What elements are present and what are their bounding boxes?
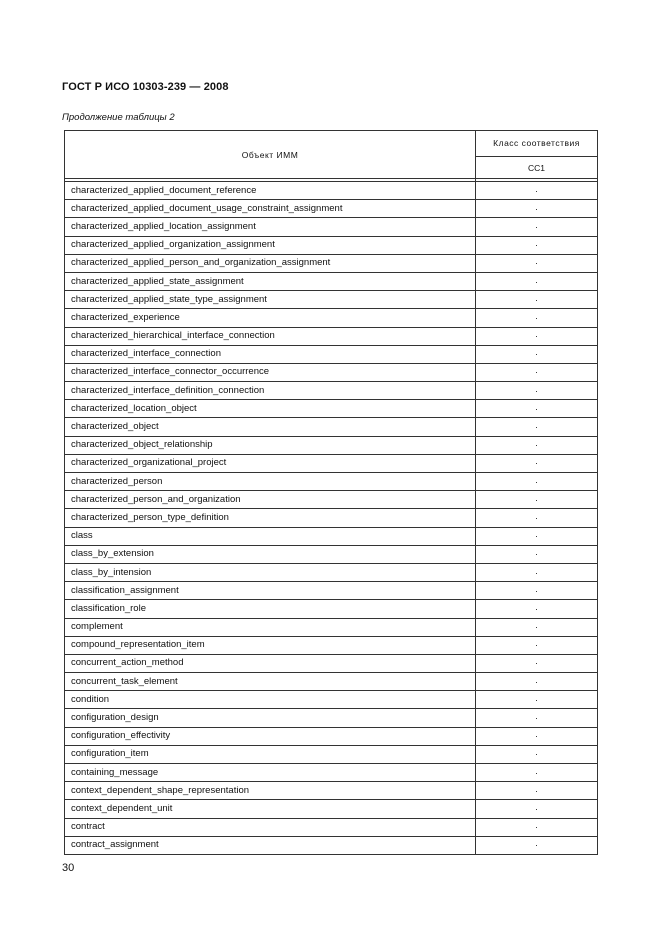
object-name-cell: classification_assignment	[65, 582, 476, 600]
object-name-cell: characterized_applied_document_reference	[65, 182, 476, 200]
cc1-mark-cell: ·	[476, 509, 598, 527]
table-row	[65, 345, 598, 363]
cc1-mark-cell: ·	[476, 709, 598, 727]
object-name-cell: characterized_hierarchical_interface_connection	[65, 327, 476, 345]
object-name-cell: characterized_organizational_project	[65, 454, 476, 472]
object-name-cell: contract_assignment	[65, 836, 476, 854]
table-row	[65, 818, 598, 836]
object-name-cell: characterized_interface_connection	[65, 345, 476, 363]
cc1-mark-cell: ·	[476, 182, 598, 200]
object-name-cell: concurrent_action_method	[65, 654, 476, 672]
cc1-mark-cell: ·	[476, 745, 598, 763]
object-name-cell: characterized_applied_state_assignment	[65, 272, 476, 290]
table-row	[65, 509, 598, 527]
cc1-mark-cell: ·	[476, 600, 598, 618]
table-caption: Продолжение таблицы 2	[62, 112, 175, 123]
object-name-cell: characterized_applied_person_and_organization_assignment	[65, 254, 476, 272]
object-name-cell: class	[65, 527, 476, 545]
object-name-cell: characterized_person_type_definition	[65, 509, 476, 527]
table-row	[65, 436, 598, 454]
cc1-mark-cell: ·	[476, 363, 598, 381]
cc1-mark-cell: ·	[476, 309, 598, 327]
table-row	[65, 727, 598, 745]
table-row	[65, 491, 598, 509]
table-row	[65, 709, 598, 727]
object-name-cell: characterized_interface_definition_connection	[65, 382, 476, 400]
table-row	[65, 272, 598, 290]
table-row	[65, 473, 598, 491]
cc1-mark-cell: ·	[476, 527, 598, 545]
object-name-cell: characterized_experience	[65, 309, 476, 327]
cc1-mark-cell: ·	[476, 218, 598, 236]
cc1-mark-cell: ·	[476, 491, 598, 509]
table-row	[65, 327, 598, 345]
object-name-cell: complement	[65, 618, 476, 636]
table-row	[65, 800, 598, 818]
table-row	[65, 545, 598, 563]
table-row	[65, 582, 598, 600]
table-row	[65, 636, 598, 654]
object-name-cell: characterized_object	[65, 418, 476, 436]
object-name-cell: condition	[65, 691, 476, 709]
cc1-mark-cell: ·	[476, 418, 598, 436]
object-name-cell: configuration_item	[65, 745, 476, 763]
cc1-mark-cell: ·	[476, 582, 598, 600]
table-body	[65, 182, 598, 855]
cc1-mark-cell: ·	[476, 236, 598, 254]
object-name-cell: class_by_extension	[65, 545, 476, 563]
table-row	[65, 654, 598, 672]
object-name-cell: context_dependent_shape_representation	[65, 782, 476, 800]
cc1-mark-cell: ·	[476, 454, 598, 472]
table-row	[65, 454, 598, 472]
cc1-mark-cell: ·	[476, 382, 598, 400]
object-name-cell: characterized_applied_organization_assignment	[65, 236, 476, 254]
table-row	[65, 782, 598, 800]
table-row	[65, 563, 598, 581]
table-row	[65, 764, 598, 782]
object-name-cell: configuration_design	[65, 709, 476, 727]
cc1-mark-cell: ·	[476, 818, 598, 836]
object-name-cell: class_by_intension	[65, 563, 476, 581]
cc1-mark-cell: ·	[476, 727, 598, 745]
object-name-cell: contract	[65, 818, 476, 836]
object-name-cell: characterized_interface_connector_occurrence	[65, 363, 476, 381]
cc1-mark-cell: ·	[476, 654, 598, 672]
cc1-mark-cell: ·	[476, 618, 598, 636]
cc1-mark-cell: ·	[476, 563, 598, 581]
cc1-mark-cell: ·	[476, 782, 598, 800]
object-name-cell: concurrent_task_element	[65, 673, 476, 691]
object-name-cell: characterized_applied_location_assignment	[65, 218, 476, 236]
cc1-mark-cell: ·	[476, 254, 598, 272]
table-row	[65, 363, 598, 381]
page-number: 30	[62, 862, 75, 874]
column-header-object: Объект ИММ	[65, 131, 476, 179]
column-header-cc1: CC1	[476, 157, 598, 179]
cc1-mark-cell: ·	[476, 636, 598, 654]
table-row	[65, 382, 598, 400]
column-header-class: Класс соответствия	[476, 131, 598, 157]
table-row	[65, 291, 598, 309]
cc1-mark-cell: ·	[476, 291, 598, 309]
table-row	[65, 691, 598, 709]
object-name-cell: characterized_applied_document_usage_constraint_assignment	[65, 200, 476, 218]
object-name-cell: context_dependent_unit	[65, 800, 476, 818]
table-row	[65, 618, 598, 636]
table-row	[65, 418, 598, 436]
table-row	[65, 218, 598, 236]
object-name-cell: characterized_person_and_organization	[65, 491, 476, 509]
table-row	[65, 200, 598, 218]
cc1-mark-cell: ·	[476, 272, 598, 290]
object-name-cell: compound_representation_item	[65, 636, 476, 654]
cc1-mark-cell: ·	[476, 764, 598, 782]
table-row	[65, 400, 598, 418]
cc1-mark-cell: ·	[476, 691, 598, 709]
object-name-cell: containing_message	[65, 764, 476, 782]
cc1-mark-cell: ·	[476, 673, 598, 691]
table-row	[65, 182, 598, 200]
document-header: ГОСТ Р ИСО 10303-239 — 2008	[62, 81, 229, 93]
object-name-cell: characterized_person	[65, 473, 476, 491]
table-row	[65, 254, 598, 272]
table-row	[65, 309, 598, 327]
cc1-mark-cell: ·	[476, 400, 598, 418]
cc1-mark-cell: ·	[476, 327, 598, 345]
object-name-cell: characterized_location_object	[65, 400, 476, 418]
cc1-mark-cell: ·	[476, 800, 598, 818]
conformance-table	[64, 130, 598, 855]
object-name-cell: characterized_applied_state_type_assignment	[65, 291, 476, 309]
table-row	[65, 745, 598, 763]
table-row	[65, 236, 598, 254]
table-row	[65, 673, 598, 691]
cc1-mark-cell: ·	[476, 200, 598, 218]
object-name-cell: characterized_object_relationship	[65, 436, 476, 454]
cc1-mark-cell: ·	[476, 473, 598, 491]
table-row	[65, 600, 598, 618]
cc1-mark-cell: ·	[476, 836, 598, 854]
object-name-cell: classification_role	[65, 600, 476, 618]
cc1-mark-cell: ·	[476, 345, 598, 363]
object-name-cell: configuration_effectivity	[65, 727, 476, 745]
table-row	[65, 836, 598, 854]
cc1-mark-cell: ·	[476, 545, 598, 563]
cc1-mark-cell: ·	[476, 436, 598, 454]
table-row	[65, 527, 598, 545]
